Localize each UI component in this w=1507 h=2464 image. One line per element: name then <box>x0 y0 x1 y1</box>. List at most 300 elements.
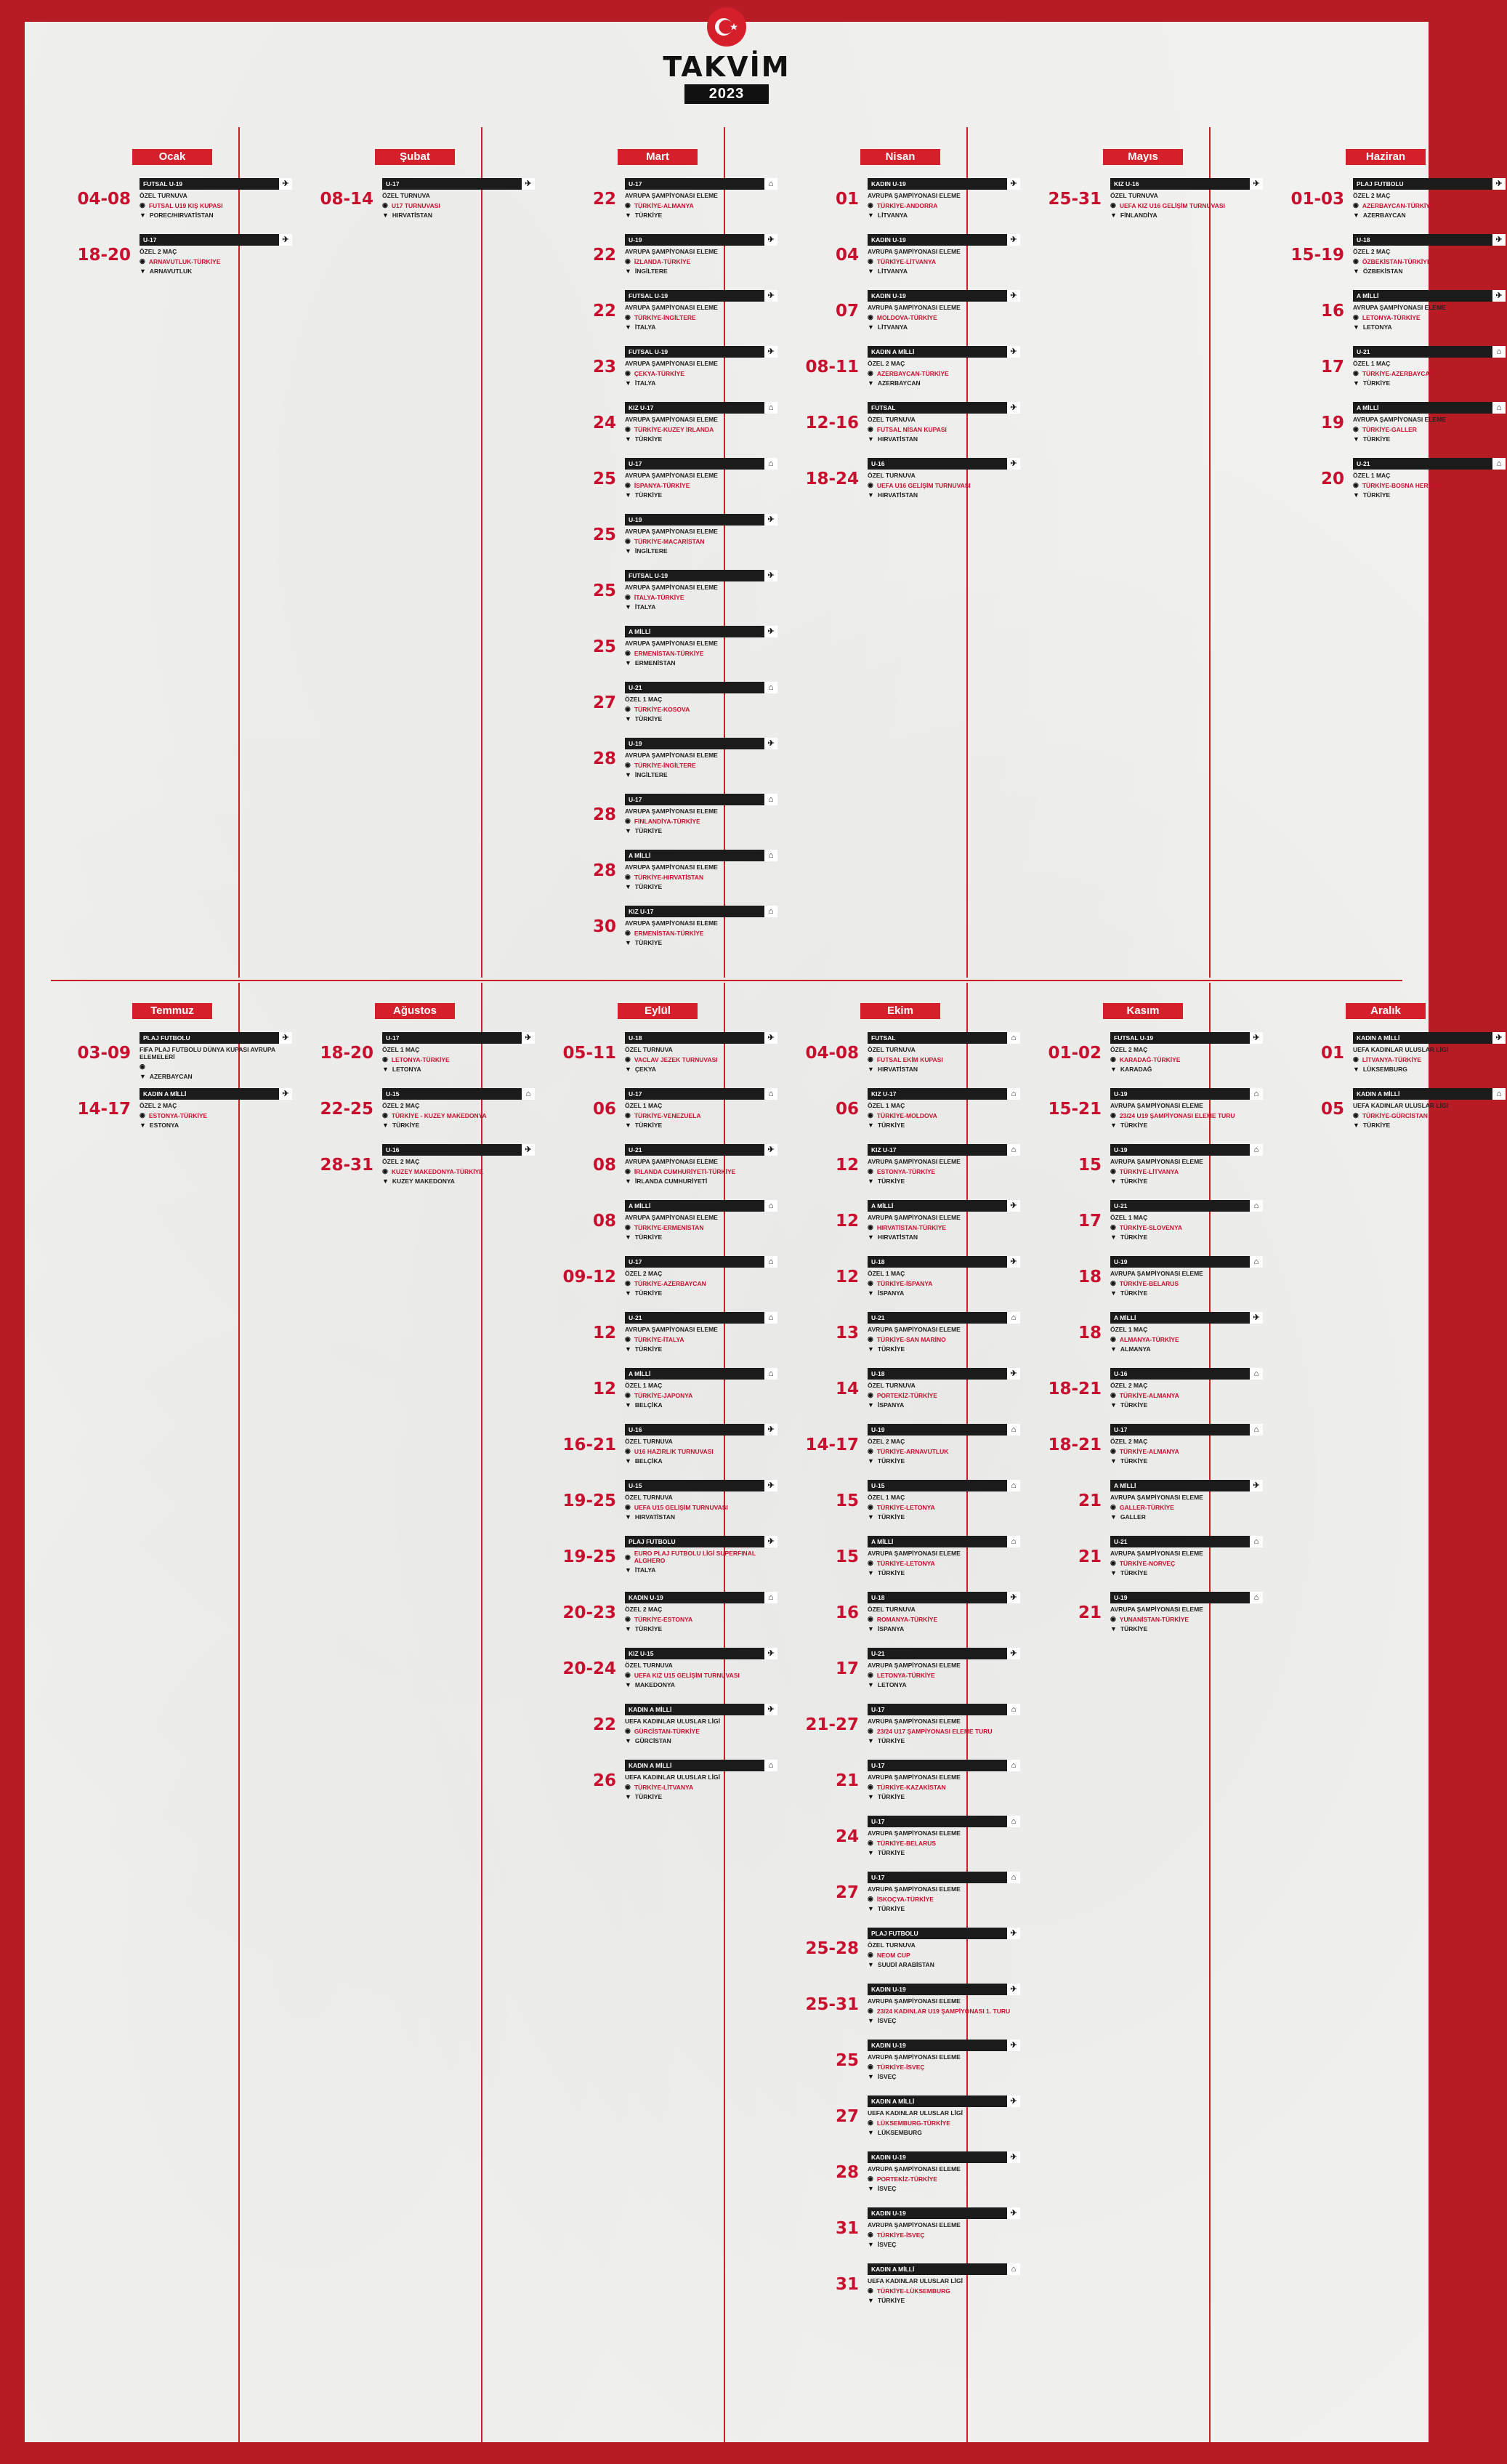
event-category-bar <box>625 346 777 358</box>
event-competition: AVRUPA ŞAMPİYONASI ELEME <box>1353 416 1446 423</box>
plane-icon: ✈ <box>522 1032 535 1044</box>
event-category: A MİLLİ <box>629 628 651 635</box>
event-competition: ÖZEL TURNUVA <box>625 1046 673 1053</box>
event-competition: ÖZEL TURNUVA <box>868 1941 916 1949</box>
event-date: 17 <box>1078 1212 1102 1231</box>
month-column <box>294 149 536 234</box>
home-icon: ⌂ <box>1007 1704 1020 1715</box>
event-item <box>536 626 779 682</box>
event-match: LETONYA-TÜRKİYE <box>1362 313 1421 321</box>
event-item <box>779 1312 1022 1368</box>
header <box>0 7 1453 104</box>
event-competition: AVRUPA ŞAMPİYONASI ELEME <box>625 1326 718 1333</box>
event-card <box>1110 1032 1263 1073</box>
event-card <box>1110 1144 1263 1185</box>
event-venue: FİNLANDİYA <box>1120 212 1157 219</box>
event-date: 01 <box>835 190 859 209</box>
event-category-bar <box>1353 402 1506 414</box>
event-category-bar <box>868 1480 1020 1491</box>
event-competition: AVRUPA ŞAMPİYONASI ELEME <box>625 248 718 255</box>
event-category-bar <box>868 1144 1020 1156</box>
home-icon: ⌂ <box>764 1592 777 1603</box>
location-pin-icon: ▼ <box>868 1905 874 1912</box>
event-venue: TÜRKİYE <box>634 827 663 834</box>
event-match: ESTONYA-TÜRKİYE <box>876 1167 936 1175</box>
event-category-bar <box>625 1088 777 1100</box>
event-item <box>1264 1032 1507 1088</box>
ball-icon: ◉ <box>625 481 631 488</box>
location-pin-icon: ▼ <box>1353 435 1359 443</box>
event-date: 01-03 <box>1290 190 1344 209</box>
plane-icon: ✈ <box>279 1032 292 1044</box>
event-date: 12 <box>835 1268 859 1287</box>
event-date: 17 <box>1320 358 1344 377</box>
event-venue: TÜRKİYE <box>877 1513 905 1521</box>
home-icon: ⌂ <box>764 178 777 190</box>
plane-icon: ✈ <box>1250 1312 1263 1324</box>
event-date: 12 <box>592 1324 616 1342</box>
event-match: MOLDOVA-TÜRKİYE <box>876 313 937 321</box>
event-item <box>536 514 779 570</box>
event-competition: AVRUPA ŞAMPİYONASI ELEME <box>625 528 718 535</box>
event-match: TÜRKİYE-ARNAVUTLUK <box>876 1447 949 1455</box>
event-category-bar <box>868 1256 1020 1268</box>
location-pin-icon: ▼ <box>625 1566 631 1574</box>
event-card <box>868 1424 1020 1465</box>
home-icon: ⌂ <box>1007 1424 1020 1436</box>
event-date: 04-08 <box>77 190 131 209</box>
event-category-bar <box>868 2040 1020 2051</box>
event-card <box>140 178 292 219</box>
ball-icon: ◉ <box>868 313 873 321</box>
location-pin-icon: ▼ <box>868 1513 874 1521</box>
event-card <box>625 1424 777 1465</box>
event-venue: BELÇİKA <box>634 1401 663 1409</box>
event-card <box>382 1032 535 1073</box>
event-item <box>779 178 1022 234</box>
event-item <box>779 1200 1022 1256</box>
event-venue: POREC/HIRVATİSTAN <box>149 212 214 219</box>
plane-icon: ✈ <box>1007 2040 1020 2051</box>
event-competition: ÖZEL 2 MAÇ <box>382 1158 420 1165</box>
location-pin-icon: ▼ <box>868 1177 874 1185</box>
event-venue: TÜRKİYE <box>634 883 663 890</box>
event-competition: ÖZEL 2 MAÇ <box>1353 192 1391 199</box>
ball-icon: ◉ <box>1110 1615 1116 1622</box>
event-category-bar <box>625 570 777 581</box>
event-card <box>625 1144 777 1185</box>
location-pin-icon: ▼ <box>140 1122 146 1129</box>
event-item <box>1264 402 1507 458</box>
location-pin-icon: ▼ <box>1110 1569 1117 1577</box>
month-label: Temmuz <box>132 1003 212 1019</box>
month-label: Mayıs <box>1103 149 1183 165</box>
event-match: FUTSAL EKİM KUPASI <box>876 1055 943 1063</box>
event-match: TÜRKİYE-MACARİSTAN <box>634 537 705 545</box>
event-competition: ÖZEL TURNUVA <box>868 416 916 423</box>
event-date: 25-28 <box>805 1939 859 1958</box>
event-match: ROMANYA-TÜRKİYE <box>876 1615 938 1623</box>
event-item <box>779 1872 1022 1928</box>
event-venue: TÜRKİYE <box>1362 1122 1391 1129</box>
plane-icon: ✈ <box>764 626 777 637</box>
event-date: 22 <box>592 302 616 321</box>
location-pin-icon: ▼ <box>868 2241 874 2248</box>
event-competition: ÖZEL 2 MAÇ <box>1353 248 1391 255</box>
column-divider <box>238 983 240 2442</box>
event-competition: AVRUPA ŞAMPİYONASI ELEME <box>868 1550 961 1557</box>
event-match: TÜRKİYE-BELARUS <box>1119 1279 1179 1287</box>
event-match: EURO PLAJ FUTBOLU LİGİ SUPERFINAL ALGHERO <box>634 1550 756 1564</box>
location-pin-icon: ▼ <box>1353 379 1359 387</box>
event-category-bar <box>1110 1424 1263 1436</box>
event-item <box>536 234 779 290</box>
ball-icon: ◉ <box>625 1783 631 1790</box>
event-match: TÜRKİYE-BOSNA HERSEK <box>1362 481 1442 489</box>
event-venue: LÜKSEMBURG <box>1362 1066 1407 1073</box>
event-venue: İSVEÇ <box>877 2185 897 2192</box>
event-venue: TÜRKİYE <box>877 1849 905 1856</box>
ball-icon: ◉ <box>625 313 631 321</box>
ball-icon: ◉ <box>868 1223 873 1231</box>
event-item <box>536 1200 779 1256</box>
home-icon: ⌂ <box>1007 1536 1020 1547</box>
event-item <box>1022 1032 1264 1088</box>
plane-icon: ✈ <box>1007 290 1020 302</box>
event-date: 28 <box>592 861 616 880</box>
event-item <box>779 1984 1022 2040</box>
event-competition: UEFA KADINLAR ULUSLAR LİGİ <box>868 2109 963 2117</box>
ball-icon: ◉ <box>625 369 631 377</box>
event-item <box>779 1480 1022 1536</box>
event-match: TÜRKİYE-VENEZUELA <box>634 1111 701 1119</box>
event-match: ERMENİSTAN-TÜRKİYE <box>634 929 704 937</box>
event-competition: AVRUPA ŞAMPİYONASI ELEME <box>625 752 718 759</box>
event-date: 15 <box>1078 1156 1102 1175</box>
event-match: TÜRKİYE-İSPANYA <box>876 1279 933 1287</box>
event-item <box>779 290 1022 346</box>
event-match: LETONYA-TÜRKİYE <box>876 1671 935 1679</box>
event-item <box>1264 1088 1507 1144</box>
home-icon: ⌂ <box>764 1312 777 1324</box>
event-card <box>1353 346 1506 387</box>
event-venue: İSPANYA <box>877 1625 905 1632</box>
month-label: Mart <box>618 149 698 165</box>
event-match: LÜKSEMBURG-TÜRKİYE <box>876 2119 950 2127</box>
ball-icon: ◉ <box>625 1553 631 1561</box>
home-icon: ⌂ <box>764 1760 777 1771</box>
month-column <box>1264 149 1507 514</box>
event-category-bar <box>1110 1536 1263 1547</box>
event-date: 21-27 <box>805 1715 859 1734</box>
event-category-bar <box>625 1480 777 1491</box>
ball-icon: ◉ <box>868 425 873 432</box>
event-item <box>1264 178 1507 234</box>
event-category: U-21 <box>629 1146 642 1154</box>
event-match: PORTEKİZ-TÜRKİYE <box>876 2175 937 2183</box>
event-venue: TÜRKİYE <box>1120 1625 1148 1632</box>
event-date: 20 <box>1320 470 1344 488</box>
ball-icon: ◉ <box>625 257 631 265</box>
plane-icon: ✈ <box>1492 178 1506 190</box>
event-category: U-21 <box>1357 348 1370 355</box>
plane-icon: ✈ <box>279 234 292 246</box>
event-match: TÜRKİYE-KOSOVA <box>634 705 690 713</box>
month-column <box>1022 1003 1264 1648</box>
ball-icon: ◉ <box>625 201 631 209</box>
event-date: 16 <box>1320 302 1344 321</box>
event-match: TÜRKİYE-LİTVANYA <box>876 257 937 265</box>
event-category-bar <box>868 402 1020 414</box>
event-date: 08-11 <box>805 358 859 377</box>
event-category-bar <box>868 1704 1020 1715</box>
event-card <box>868 2207 1020 2248</box>
event-match: ÖZBEKİSTAN-TÜRKİYE <box>1362 257 1431 265</box>
plane-icon: ✈ <box>764 1032 777 1044</box>
event-card <box>868 290 1020 331</box>
event-item <box>536 850 779 906</box>
location-pin-icon: ▼ <box>868 1066 874 1073</box>
ball-icon: ◉ <box>868 1727 873 1734</box>
event-date: 23 <box>592 358 616 377</box>
event-venue: İTALYA <box>634 323 656 331</box>
location-pin-icon: ▼ <box>625 1681 631 1688</box>
event-venue: TÜRKİYE <box>634 1122 663 1129</box>
month-column <box>51 149 294 290</box>
event-item <box>536 1480 779 1536</box>
event-category-bar <box>625 514 777 526</box>
event-category-bar <box>868 1312 1020 1324</box>
ball-icon: ◉ <box>868 369 873 377</box>
ball-icon: ◉ <box>1110 1503 1116 1510</box>
event-competition: ÖZEL 1 MAÇ <box>625 1102 663 1109</box>
event-match: 23/24 U17 ŞAMPİYONASI ELEME TURU <box>876 1727 993 1735</box>
event-category-bar <box>625 458 777 470</box>
event-venue: SUUDİ ARABİSTAN <box>877 1961 934 1968</box>
event-card <box>1110 1480 1263 1521</box>
event-item <box>779 1928 1022 1984</box>
event-category: U-18 <box>1357 236 1370 243</box>
event-card <box>625 1368 777 1409</box>
ball-icon: ◉ <box>625 1727 631 1734</box>
event-category: A MİLLİ <box>1114 1482 1136 1489</box>
event-date: 22 <box>592 190 616 209</box>
location-pin-icon: ▼ <box>868 1289 874 1297</box>
event-category: U-16 <box>386 1146 400 1154</box>
year-badge: 2023 <box>684 84 769 104</box>
location-pin-icon: ▼ <box>1353 323 1359 331</box>
event-category: KADIN A MİLLİ <box>871 2098 915 2105</box>
event-category-bar <box>868 1368 1020 1380</box>
event-category: KADIN A MİLLİ <box>1357 1034 1400 1042</box>
event-competition: AVRUPA ŞAMPİYONASI ELEME <box>1110 1606 1203 1613</box>
ball-icon: ◉ <box>868 1503 873 1510</box>
location-pin-icon: ▼ <box>868 1401 874 1409</box>
event-venue: İSPANYA <box>877 1289 905 1297</box>
home-icon: ⌂ <box>1492 1088 1506 1100</box>
event-competition: AVRUPA ŞAMPİYONASI ELEME <box>1110 1270 1203 1277</box>
event-match: LETONYA-TÜRKİYE <box>391 1055 450 1063</box>
event-venue: TÜRKİYE <box>634 1793 663 1800</box>
location-pin-icon: ▼ <box>625 1401 631 1409</box>
location-pin-icon: ▼ <box>868 379 874 387</box>
event-item <box>294 178 536 234</box>
event-competition: ÖZEL 2 MAÇ <box>1110 1438 1148 1445</box>
event-competition: AVRUPA ŞAMPİYONASI ELEME <box>868 1997 961 2005</box>
plane-icon: ✈ <box>764 234 777 246</box>
event-date: 15 <box>835 1491 859 1510</box>
event-item <box>779 1592 1022 1648</box>
month-column <box>536 1003 779 1816</box>
event-venue: TÜRKİYE <box>392 1122 420 1129</box>
event-venue: İSVEÇ <box>877 2073 897 2080</box>
event-venue: TÜRKİYE <box>634 939 663 946</box>
month-column <box>294 1003 536 1200</box>
month-label: Ocak <box>132 149 212 165</box>
event-category: KADIN U-19 <box>629 1594 663 1601</box>
event-category: U-19 <box>629 236 642 243</box>
event-date: 13 <box>835 1324 859 1342</box>
event-card <box>625 234 777 275</box>
event-category-bar <box>868 1872 1020 1883</box>
event-item <box>536 1592 779 1648</box>
event-date: 25-31 <box>1048 190 1102 209</box>
event-card <box>868 1760 1020 1800</box>
event-competition: AVRUPA ŞAMPİYONASI ELEME <box>625 640 718 647</box>
ball-icon: ◉ <box>625 1111 631 1119</box>
event-category-bar <box>868 2151 1020 2163</box>
location-pin-icon: ▼ <box>1110 1513 1117 1521</box>
event-venue: İSPANYA <box>877 1401 905 1409</box>
ball-icon: ◉ <box>1353 1055 1359 1063</box>
event-category: U-17 <box>629 796 642 803</box>
event-competition: ÖZEL 2 MAÇ <box>382 1102 420 1109</box>
event-card <box>625 1536 777 1574</box>
location-pin-icon: ▼ <box>625 939 631 946</box>
event-venue: HIRVATİSTAN <box>392 212 433 219</box>
ball-icon: ◉ <box>868 1559 873 1566</box>
event-venue: TÜRKİYE <box>877 1457 905 1465</box>
event-date: 27 <box>835 2107 859 2126</box>
event-item <box>779 1704 1022 1760</box>
event-match: 23/24 U19 ŞAMPİYONASI ELEME TURU <box>1119 1111 1235 1119</box>
ball-icon: ◉ <box>868 201 873 209</box>
event-category-bar <box>140 1032 292 1044</box>
event-date: 20-23 <box>562 1603 616 1622</box>
location-pin-icon: ▼ <box>625 1737 631 1744</box>
event-card <box>625 906 777 946</box>
home-icon: ⌂ <box>1250 1424 1263 1436</box>
event-venue: HIRVATİSTAN <box>634 1513 676 1521</box>
event-item <box>536 1032 779 1088</box>
event-category-bar <box>382 1088 535 1100</box>
event-date: 14 <box>835 1380 859 1398</box>
event-category: KADIN U-19 <box>871 2210 906 2217</box>
event-category: KADIN A MİLLİ <box>1357 1090 1400 1098</box>
event-competition: AVRUPA ŞAMPİYONASI ELEME <box>625 1158 718 1165</box>
event-date: 21 <box>835 1771 859 1790</box>
ball-icon: ◉ <box>868 1167 873 1175</box>
event-date: 28-31 <box>320 1156 373 1175</box>
event-card <box>1110 1536 1263 1577</box>
event-date: 25 <box>592 637 616 656</box>
event-venue: ÖZBEKİSTAN <box>1362 267 1403 275</box>
event-item <box>51 178 294 234</box>
event-category: U-19 <box>1114 1090 1128 1098</box>
ball-icon: ◉ <box>868 1895 873 1902</box>
event-venue: ÇEKYA <box>634 1066 656 1073</box>
event-category: U-21 <box>629 1314 642 1321</box>
event-category: U-19 <box>629 516 642 523</box>
home-icon: ⌂ <box>764 906 777 917</box>
event-venue: LÜKSEMBURG <box>877 2129 922 2136</box>
event-competition: ÖZEL TURNUVA <box>868 1046 916 1053</box>
event-category: U-19 <box>871 1426 885 1433</box>
event-item <box>1022 1144 1264 1200</box>
event-date: 04-08 <box>805 1044 859 1063</box>
event-date: 27 <box>592 693 616 712</box>
event-date: 12 <box>835 1212 859 1231</box>
event-category: KIZ U-17 <box>629 404 654 411</box>
event-date: 01 <box>1320 1044 1344 1063</box>
event-date: 15-19 <box>1290 246 1344 265</box>
location-pin-icon: ▼ <box>1353 1066 1359 1073</box>
plane-icon: ✈ <box>1007 1928 1020 1939</box>
event-date: 05 <box>1320 1100 1344 1119</box>
event-item <box>536 1704 779 1760</box>
event-card <box>382 1088 535 1129</box>
event-item <box>1264 234 1507 290</box>
event-match: TÜRKİYE-LİTVANYA <box>1119 1167 1179 1175</box>
ball-icon: ◉ <box>868 1335 873 1342</box>
location-pin-icon: ▼ <box>140 267 146 275</box>
event-match: TÜRKİYE-KUZEY İRLANDA <box>634 425 714 433</box>
location-pin-icon: ▼ <box>1110 1177 1117 1185</box>
event-match: TÜRKİYE-JAPONYA <box>634 1391 693 1399</box>
event-date: 06 <box>592 1100 616 1119</box>
plane-icon: ✈ <box>1007 2207 1020 2219</box>
location-pin-icon: ▼ <box>625 1233 631 1241</box>
ball-icon: ◉ <box>1110 1111 1116 1119</box>
ball-icon: ◉ <box>1353 201 1359 209</box>
home-icon: ⌂ <box>764 794 777 805</box>
month-column <box>51 1003 294 1144</box>
event-match: 23/24 KADINLAR U19 ŞAMPİYONASI 1. TURU <box>876 2007 1011 2015</box>
event-card <box>625 1200 777 1241</box>
event-match: TÜRKİYE-ESTONYA <box>634 1615 693 1623</box>
event-venue: TÜRKİYE <box>877 1177 905 1185</box>
event-venue: AZERBAYCAN <box>149 1073 193 1080</box>
home-icon: ⌂ <box>764 1368 777 1380</box>
event-item <box>536 570 779 626</box>
event-match: UEFA KIZ U15 GELİŞİM TURNUVASI <box>634 1671 740 1679</box>
location-pin-icon: ▼ <box>868 1233 874 1241</box>
ball-icon: ◉ <box>868 1783 873 1790</box>
event-card <box>625 682 777 722</box>
event-card <box>1353 1088 1506 1129</box>
event-category-bar <box>625 1536 777 1547</box>
ball-icon: ◉ <box>868 1671 873 1678</box>
location-pin-icon: ▼ <box>1110 1345 1117 1353</box>
event-category-bar <box>625 1312 777 1324</box>
location-pin-icon: ▼ <box>868 1849 874 1856</box>
event-category: KADIN U-19 <box>871 2154 906 2161</box>
location-pin-icon: ▼ <box>625 771 631 778</box>
event-category-bar <box>625 1368 777 1380</box>
event-item <box>536 794 779 850</box>
event-item <box>779 2095 1022 2151</box>
event-category-bar <box>625 1592 777 1603</box>
